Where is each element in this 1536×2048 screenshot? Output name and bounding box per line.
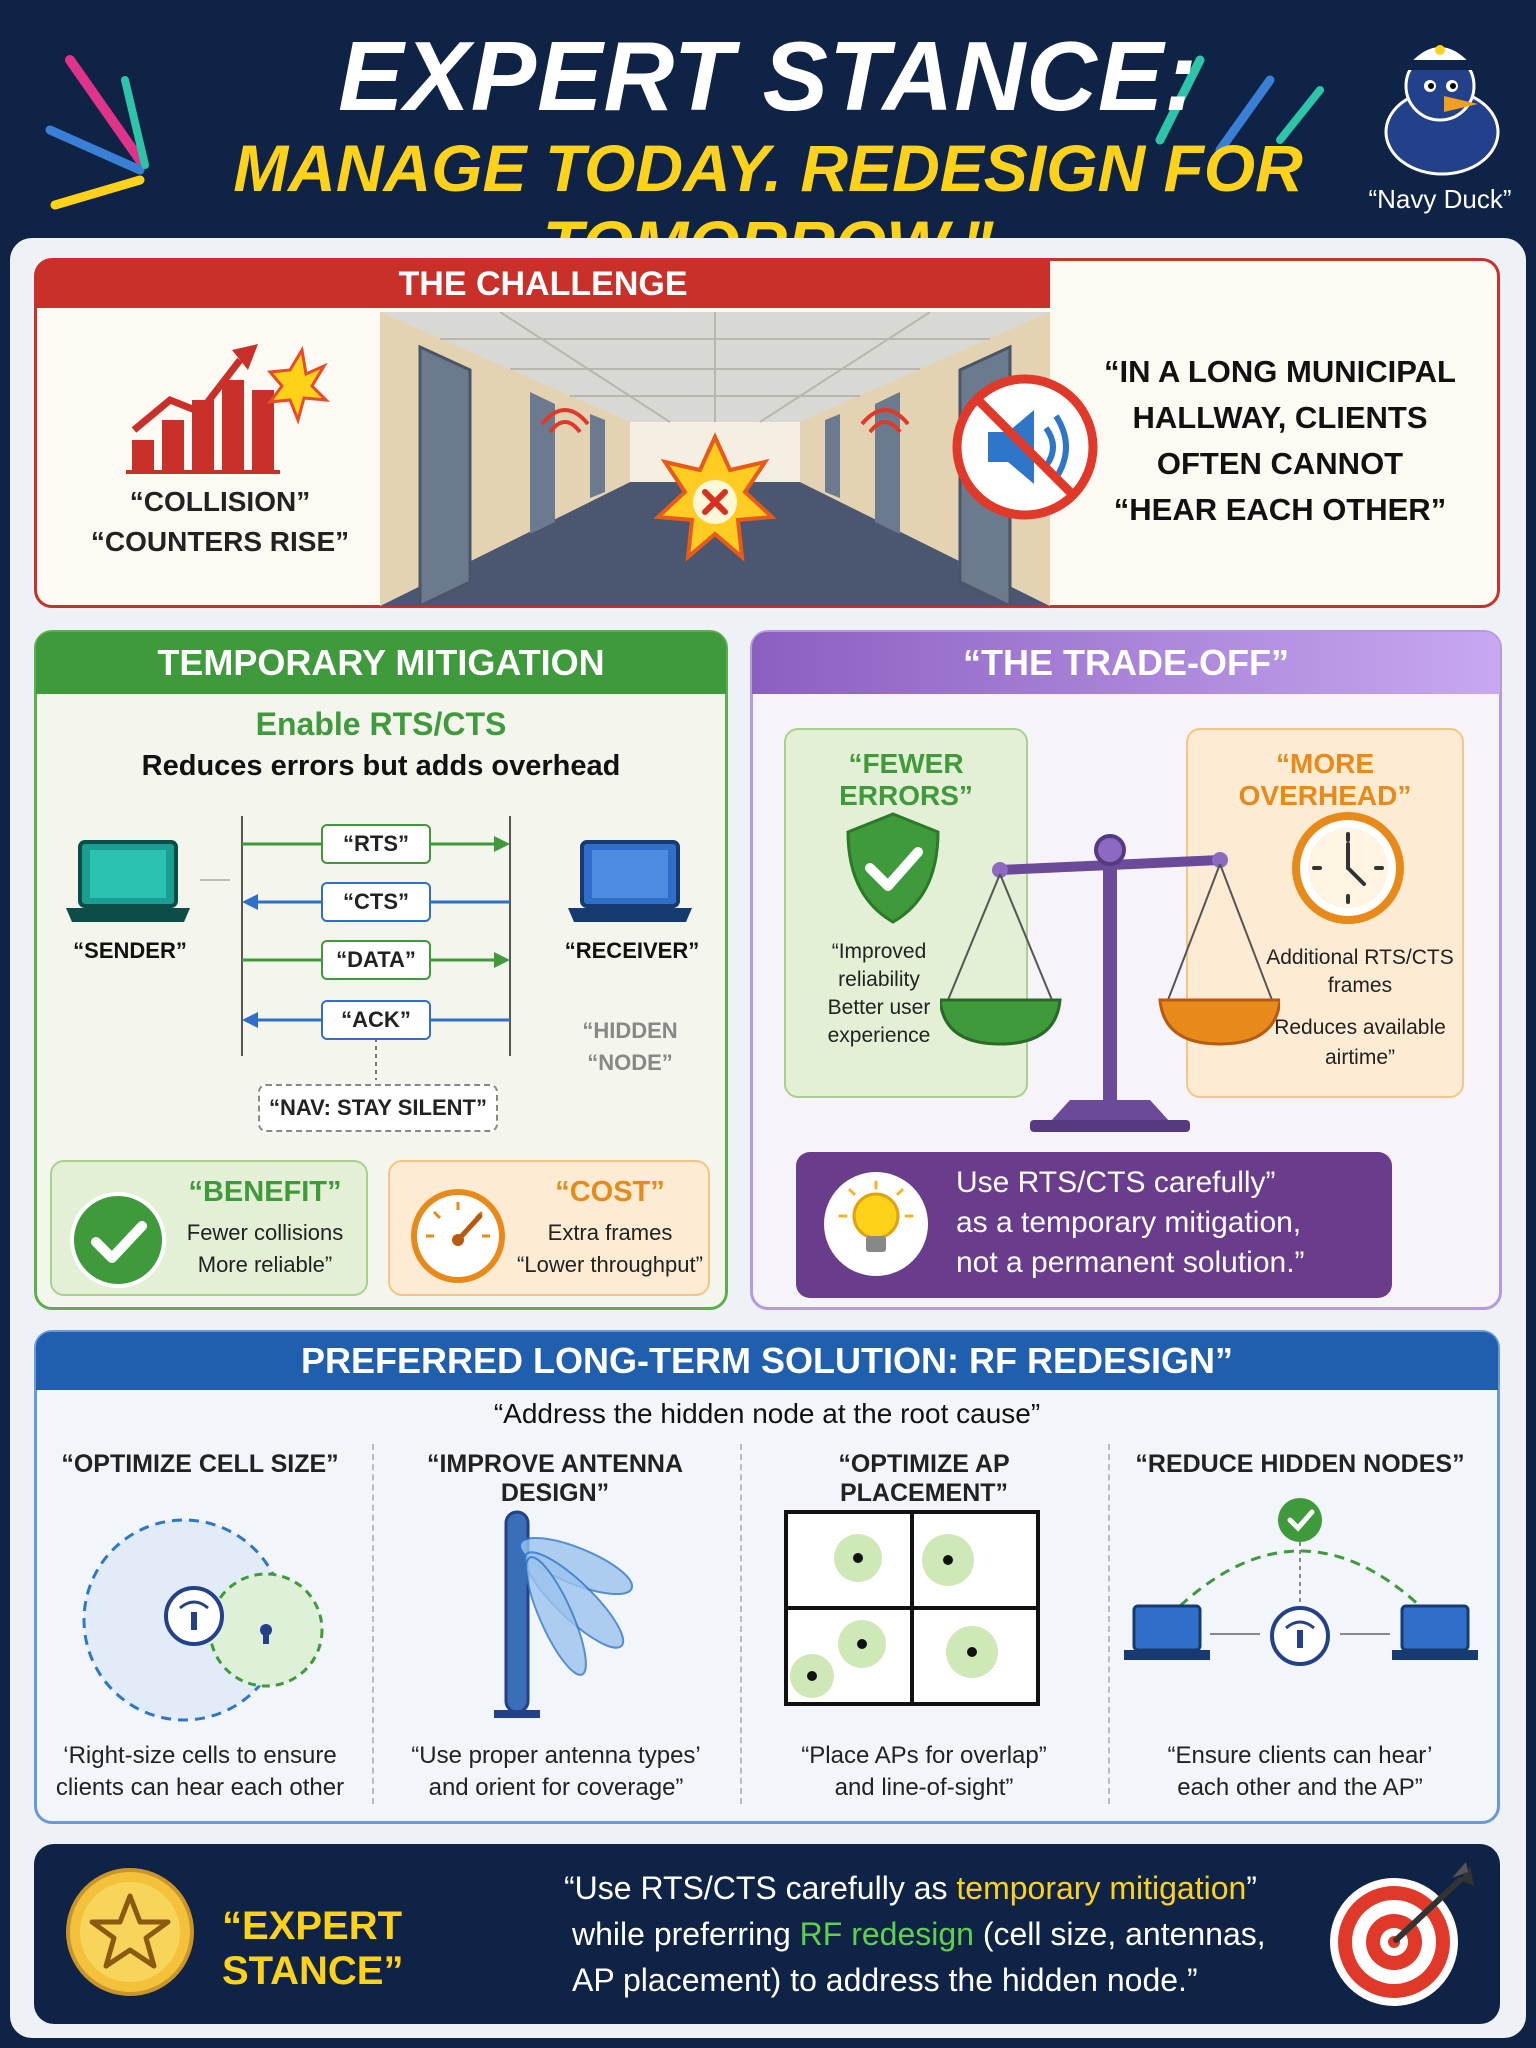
balance-scale-icon <box>940 830 1280 1140</box>
page-subtitle: MANAGE TODAY. REDESIGN FOR <box>233 131 1303 205</box>
star-badge-icon <box>64 1866 196 1998</box>
solution-item-title-ap-placement: “OPTIMIZE AP PLACEMENT” <box>838 1450 1010 1507</box>
collision-label: “COLLISION” <box>129 486 311 517</box>
benefit-title: “BENEFIT” <box>188 1176 342 1208</box>
sender-label: “SENDER” <box>73 938 187 963</box>
data-step: “DATA” <box>321 940 431 980</box>
rising-chart-icon <box>120 330 330 480</box>
more-overhead-title: “MORE OVERHEAD” <box>1238 748 1412 811</box>
hidden-nodes-icon <box>1120 1496 1480 1696</box>
solution-title: PREFERRED LONG-TERM SOLUTION: RF REDESIGN” <box>36 1332 1498 1390</box>
more-overhead-line-1: Additional RTS/CTS <box>1266 946 1454 969</box>
cts-step: “CTS” <box>321 882 431 922</box>
check-circle-icon <box>68 1190 168 1290</box>
shield-check-icon <box>838 808 948 928</box>
antenna-icon <box>466 1506 686 1726</box>
challenge-quote-1: “IN A LONG MUNICIPAL <box>1104 354 1456 389</box>
solution-desc-antenna-1: “Use proper antenna types’ <box>411 1742 701 1769</box>
solution-desc-ap-placement-2: and line-of-sight” <box>834 1774 1014 1801</box>
challenge-title: THE CHALLENGE <box>36 260 1050 308</box>
footer-line-3: AP placement) to address the hidden node.” <box>572 1962 1198 1998</box>
benefit-line-1: Fewer collisions <box>186 1220 344 1245</box>
page-title: EXPERT STANCE: <box>338 21 1198 131</box>
rts-step: “RTS” <box>321 824 431 864</box>
solution-desc-ap-placement-1: “Place APs for overlap” <box>801 1742 1047 1769</box>
footer-line-2: while preferring RF redesign (cell size, antennas, <box>572 1916 1266 1952</box>
challenge-quote-3: OFTEN CANNOT <box>1156 446 1404 481</box>
mitigation-title: TEMPORARY MITIGATION <box>36 632 726 694</box>
solution-subtitle: “Address the hidden node at the root cause” <box>493 1398 1041 1429</box>
challenge-quote-2: HALLWAY, CLIENTS <box>1132 400 1428 435</box>
ack-step: “ACK” <box>321 1000 431 1040</box>
counters-rise-label: “COUNTERS RISE” <box>90 526 350 557</box>
fewer-errors-line-1: “Improved <box>831 940 927 963</box>
advice-line-3: not a permanent solution.” <box>956 1246 1305 1279</box>
sender-laptop-icon <box>66 838 196 928</box>
navy-duck-mascot-icon <box>1370 20 1510 180</box>
fewer-errors-line-4: experience <box>827 1024 931 1047</box>
solution-desc-cell-size-2: clients can hear each other <box>55 1774 345 1801</box>
cost-line-1: Extra frames <box>547 1220 673 1245</box>
cost-title: “COST” <box>555 1176 665 1208</box>
lightbulb-icon <box>822 1170 930 1278</box>
speedometer-icon <box>404 1184 514 1284</box>
solution-item-title-hidden-nodes: “REDUCE HIDDEN NODES” <box>1135 1450 1465 1478</box>
footer-highlight-temporary: temporary mitigation <box>956 1870 1247 1906</box>
footer-line-1: “Use RTS/CTS carefully as temporary mitigation” <box>564 1870 1257 1906</box>
mitigation-description: Reduces errors but adds overhead <box>141 750 621 782</box>
more-overhead-line-2: frames <box>1327 974 1393 997</box>
receiver-label: “RECEIVER” <box>564 938 700 963</box>
fewer-errors-title: “FEWER ERRORS” <box>839 748 973 811</box>
divider-3 <box>1108 1444 1110 1804</box>
solution-desc-hidden-nodes-1: “Ensure clients can hear’ <box>1167 1742 1433 1769</box>
challenge-quote-4: “HEAR EACH OTHER” <box>1113 492 1447 527</box>
advice-line-1: Use RTS/CTS carefully” <box>956 1166 1276 1199</box>
more-overhead-line-4: airtime” <box>1324 1046 1395 1069</box>
footer-label: “EXPERT STANCE” <box>222 1904 404 1993</box>
footer-highlight-rf-redesign: RF redesign <box>799 1916 974 1952</box>
cell-size-icon <box>76 1500 336 1740</box>
muted-speaker-icon <box>950 372 1100 522</box>
solution-desc-antenna-2: and orient for coverage” <box>428 1774 684 1801</box>
clock-icon <box>1288 808 1408 928</box>
target-icon <box>1320 1856 1480 2016</box>
solution-item-title-antenna: “IMPROVE ANTENNA DESIGN” <box>426 1450 684 1507</box>
hidden-node-label-1: “HIDDEN <box>582 1018 678 1043</box>
cost-line-2: “Lower throughput” <box>517 1252 703 1277</box>
solution-item-title-cell-size: “OPTIMIZE CELL SIZE” <box>61 1450 339 1478</box>
hidden-node-label-2: “NODE” <box>587 1050 673 1075</box>
fewer-errors-line-3: Better user <box>827 996 931 1019</box>
solution-desc-cell-size-1: ‘Right-size cells to ensure <box>63 1742 337 1769</box>
solution-desc-hidden-nodes-2: each other and the AP” <box>1177 1774 1423 1801</box>
receiver-laptop-icon <box>568 838 698 928</box>
divider-2 <box>740 1444 742 1804</box>
tradeoff-title: “THE TRADE-OFF” <box>752 632 1500 694</box>
mascot-caption: “Navy Duck” <box>1368 184 1512 214</box>
fewer-errors-line-2: reliability <box>838 968 920 991</box>
benefit-line-2: More reliable” <box>197 1252 333 1277</box>
advice-line-2: as a temporary mitigation, <box>956 1206 1302 1239</box>
nav-stay-silent-box: “NAV: STAY SILENT” <box>258 1084 498 1132</box>
floor-plan-icon <box>782 1508 1042 1708</box>
more-overhead-line-3: Reduces available <box>1274 1016 1446 1039</box>
mitigation-subtitle: Enable RTS/CTS <box>255 706 507 742</box>
